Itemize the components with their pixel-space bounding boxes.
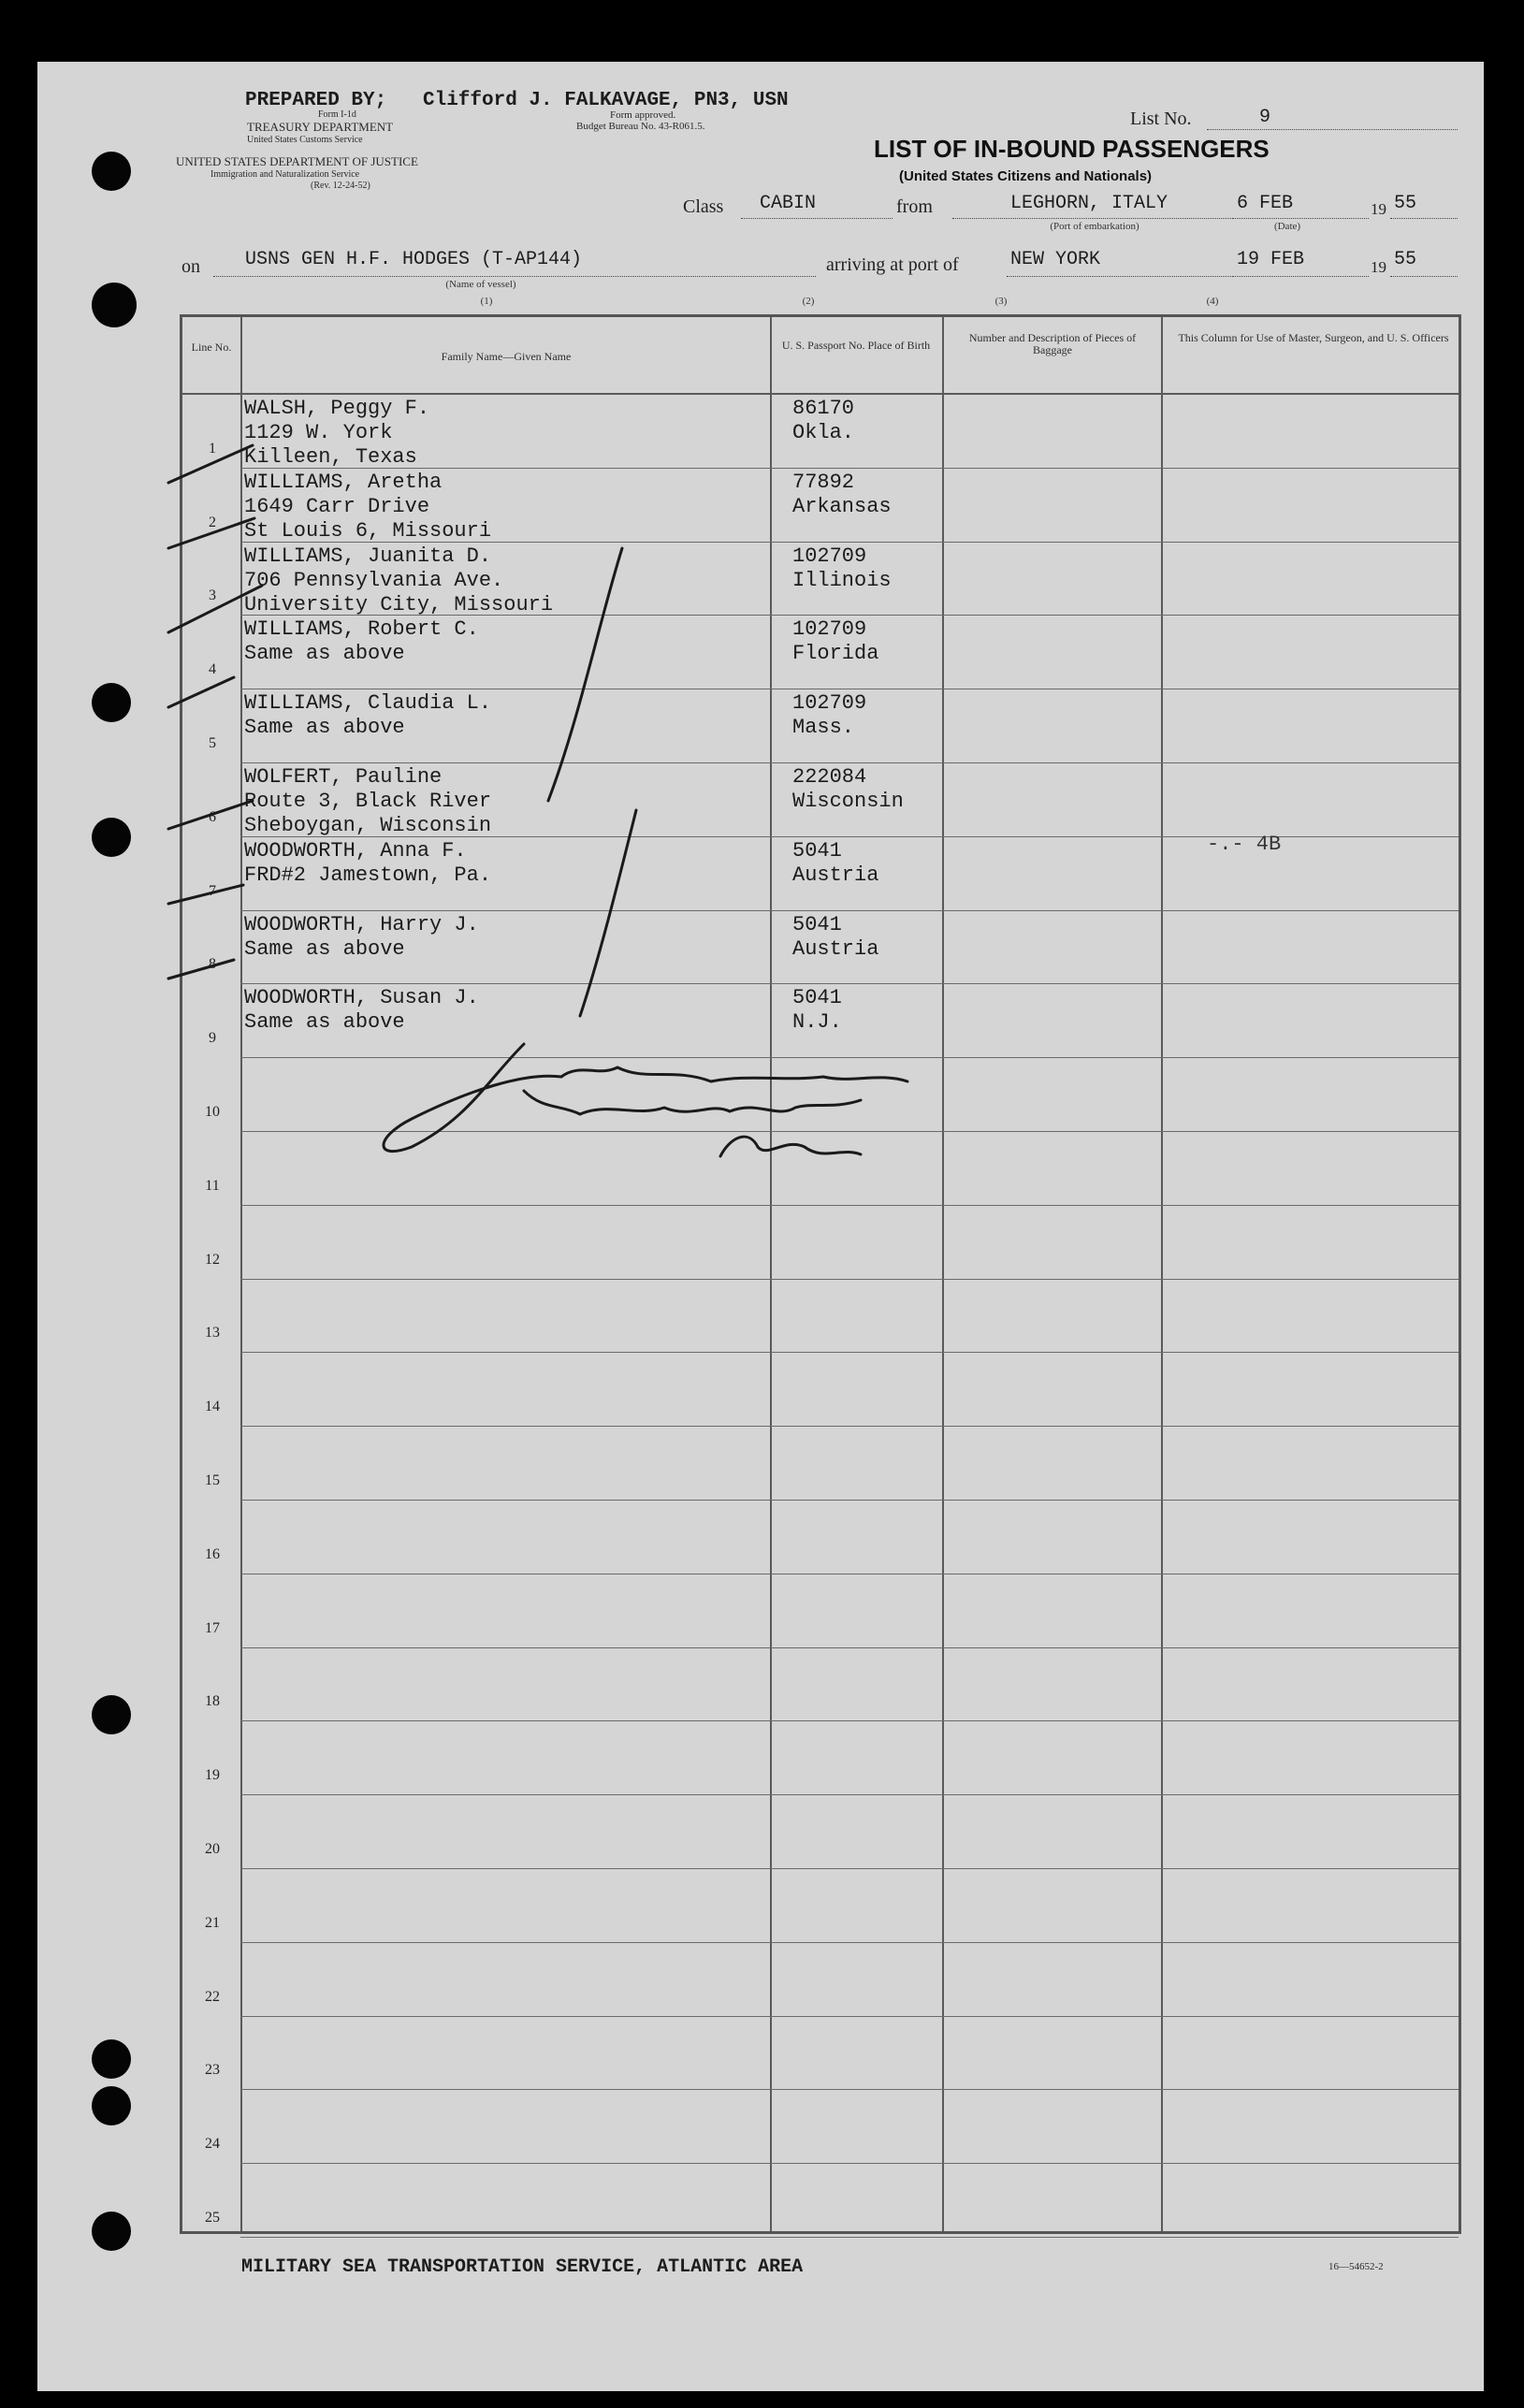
check-mark-1 — [168, 445, 253, 483]
place-of-birth: Austria — [792, 936, 879, 961]
binder-hole — [92, 283, 137, 327]
arriving-label: arriving at port of — [826, 254, 959, 275]
officers-header: This Column for Use of Master, Surgeon, and U. S. Officers — [1178, 331, 1449, 344]
binder-hole — [92, 152, 131, 191]
department-of-justice: UNITED STATES DEPARTMENT OF JUSTICE — [176, 154, 418, 168]
line-number: 24 — [205, 2136, 220, 2153]
form-number: Form I-1d — [318, 109, 356, 120]
passport-number: 86170 — [792, 397, 855, 420]
passenger-address-2: Killeen, Texas — [244, 445, 417, 469]
from-date: 6 FEB — [1237, 193, 1294, 214]
line-number: 25 — [205, 2210, 220, 2226]
passenger-address-1: Same as above — [244, 642, 405, 666]
from-value: LEGHORN, ITALY — [1010, 193, 1168, 214]
binder-hole — [92, 2039, 131, 2079]
passport-number: 5041 — [792, 986, 842, 1010]
binder-hole — [92, 683, 131, 722]
prepared-by-name: Clifford J. FALKAVAGE, PN3, USN — [423, 90, 789, 111]
arrival-date: 19 FEB — [1237, 249, 1305, 270]
place-of-birth: N.J. — [792, 1010, 842, 1035]
form-page — [37, 62, 1484, 2391]
arrival-port: NEW YORK — [1010, 249, 1101, 270]
treasury-department: TREASURY DEPARTMENT — [247, 120, 394, 134]
passenger-address-2: Sheboygan, Wisconsin — [244, 814, 492, 837]
revision-date: (Rev. 12-24-52) — [311, 181, 370, 191]
passenger-address-1: 1649 Carr Drive — [244, 494, 430, 518]
passport-number: 5041 — [792, 912, 842, 936]
check-mark-2 — [168, 518, 254, 548]
class-label: Class — [683, 196, 724, 217]
form-subtitle: (United States Citizens and Nationals) — [899, 168, 1153, 184]
prepared-by-label: PREPARED BY; — [245, 90, 387, 111]
footer-service: MILITARY SEA TRANSPORTATION SERVICE, ATLANTIC AREA — [241, 2256, 804, 2278]
line-number: 5 — [209, 735, 216, 751]
line-number: 2 — [209, 514, 216, 530]
passenger-name: WOLFERT, Pauline — [244, 765, 443, 789]
line-number: 14 — [205, 1399, 220, 1415]
passport-number: 102709 — [792, 544, 867, 568]
line-number: 17 — [205, 1619, 220, 1636]
passenger-address-1: Same as above — [244, 936, 405, 961]
passenger-address-1: FRD#2 Jamestown, Pa. — [244, 863, 492, 887]
line-number: 20 — [205, 1841, 220, 1857]
check-mark-4 — [168, 677, 234, 707]
form-title: LIST OF IN-BOUND PASSENGERS — [874, 135, 1270, 163]
name-header: Family Name—Given Name — [441, 350, 572, 363]
line-number: 19 — [205, 1767, 220, 1784]
vessel-name: USNS GEN H.F. HODGES (T-AP144) — [245, 249, 583, 270]
column-number-3: (3) — [994, 296, 1008, 307]
passenger-address-1: Route 3, Black River — [244, 790, 492, 813]
passenger-address-2: University City, Missouri — [244, 592, 554, 617]
line-number: 6 — [209, 808, 216, 825]
place-of-birth: Florida — [792, 642, 879, 666]
check-mark-6 — [168, 801, 253, 829]
binder-hole — [92, 1695, 131, 1734]
binder-hole — [92, 2086, 131, 2125]
line-number: 23 — [205, 2062, 220, 2079]
vessel-caption: (Name of vessel) — [445, 279, 516, 290]
line-number: 13 — [205, 1325, 220, 1342]
line-number: 7 — [209, 882, 216, 899]
year-prefix: 19 — [1371, 200, 1386, 218]
column-number-2: (2) — [802, 296, 815, 307]
passport-number: 222084 — [792, 765, 867, 789]
line-number: 22 — [205, 1988, 220, 2005]
passenger-address-2: St Louis 6, Missouri — [244, 518, 492, 543]
passenger-address-1: Same as above — [244, 716, 405, 740]
class-value: CABIN — [760, 193, 817, 214]
place-of-birth: Wisconsin — [792, 790, 904, 813]
officer-note: -.- 4B — [1207, 833, 1282, 856]
check-marks — [168, 445, 636, 1016]
list-no-label: List No. — [1130, 109, 1192, 129]
ins-label: Immigration and Naturalization Service — [210, 169, 360, 180]
passenger-address-1: 706 Pennsylvania Ave. — [244, 568, 504, 592]
passenger-address-1: 1129 W. York — [244, 421, 393, 444]
handwriting-overlay — [37, 62, 1484, 2391]
passenger-name: WILLIAMS, Aretha — [244, 470, 443, 494]
passport-number: 102709 — [792, 691, 867, 716]
arrival-year-prefix: 19 — [1371, 258, 1386, 276]
passenger-address-1: Same as above — [244, 1010, 405, 1035]
on-label: on — [181, 256, 200, 277]
baggage-header: Number and Description of Pieces of Baggage — [968, 331, 1137, 356]
line-number: 18 — [205, 1693, 220, 1710]
passport-number: 5041 — [792, 838, 842, 863]
column-number-1: (1) — [480, 296, 493, 307]
passenger-name: WOODWORTH, Harry J. — [244, 912, 479, 936]
bracket-mark-1 — [548, 548, 622, 801]
line-number: 1 — [209, 440, 216, 457]
place-of-birth: Okla. — [792, 421, 855, 444]
date-caption: (Date) — [1273, 221, 1301, 232]
customs-service: United States Customs Service — [247, 135, 363, 145]
passenger-name: WOODWORTH, Susan J. — [244, 986, 479, 1010]
passport-number: 102709 — [792, 617, 867, 642]
signature-line-1 — [384, 1044, 907, 1152]
line-number: 16 — [205, 1545, 220, 1562]
binder-hole — [92, 2212, 131, 2251]
arrival-year: 55 — [1394, 249, 1417, 270]
inspector-signature — [384, 1044, 907, 1156]
passenger-name: WALSH, Peggy F. — [244, 397, 430, 420]
place-of-birth: Austria — [792, 863, 879, 887]
check-mark-7 — [168, 882, 243, 904]
line-number: 8 — [209, 956, 216, 973]
passenger-name: WILLIAMS, Robert C. — [244, 617, 479, 642]
line-number: 3 — [209, 587, 216, 604]
line-number: 9 — [209, 1030, 216, 1047]
passenger-name: WILLIAMS, Juanita D. — [244, 544, 492, 568]
column-number-4: (4) — [1206, 296, 1219, 307]
signature-line-3 — [720, 1137, 861, 1156]
port-of-embarkation-caption: (Port of embarkation) — [1050, 221, 1139, 232]
passport-number: 77892 — [792, 470, 855, 494]
check-mark-8 — [168, 960, 234, 979]
line-number: 21 — [205, 1914, 220, 1931]
passenger-name: WILLIAMS, Claudia L. — [244, 691, 492, 716]
budget-bureau: Budget Bureau No. 43-R061.5. — [576, 121, 705, 132]
signature-line-2 — [524, 1091, 861, 1114]
place-of-birth: Illinois — [792, 568, 892, 592]
footer-code: 16—54652-2 — [1328, 2261, 1384, 2272]
line-number: 4 — [209, 661, 216, 678]
passenger-name: WOODWORTH, Anna F. — [244, 838, 467, 863]
binder-hole — [92, 818, 131, 857]
from-label: from — [896, 196, 933, 217]
line-number: 11 — [205, 1177, 220, 1194]
line-no-header: Line No. — [191, 341, 232, 354]
form-approved: Form approved. — [610, 109, 676, 121]
bracket-mark-2 — [580, 810, 636, 1016]
place-of-birth: Mass. — [792, 716, 855, 740]
passport-header: U. S. Passport No. Place of Birth — [781, 339, 931, 352]
line-number: 15 — [205, 1472, 220, 1488]
line-number: 12 — [205, 1251, 220, 1268]
list-no-value: 9 — [1259, 107, 1271, 128]
place-of-birth: Arkansas — [792, 494, 892, 518]
from-year: 55 — [1394, 193, 1417, 214]
check-mark-3 — [168, 586, 262, 632]
line-number: 10 — [205, 1104, 220, 1120]
